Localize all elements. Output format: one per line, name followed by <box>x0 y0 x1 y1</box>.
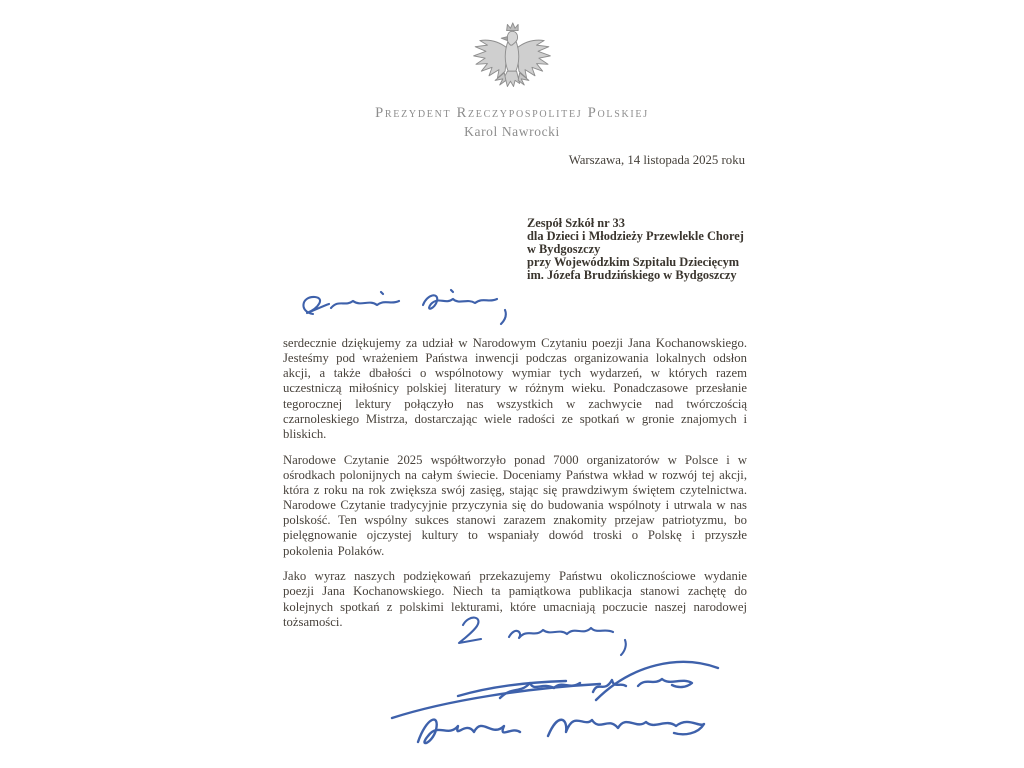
dateline: Warszawa, 14 listopada 2025 roku <box>568 153 745 167</box>
recipient-line: Zespół Szkół nr 33 <box>527 216 625 230</box>
recipient-line: przy Wojewódzkim Szpitalu Dziecięcym <box>527 254 740 269</box>
handwritten-signature-secondary <box>406 700 710 756</box>
body-paragraph: Narodowe Czytanie 2025 współtworzyło ponad 7000 organizatorów w Polsce i w ośrodkach polonijnych na całym świecie. Doceniamy Państwa wkład w rozwój tej akcji, która z roku na rok zwiększa swój zasięg, stając się prawdziwym świętem czytelnictwa. Narodowe Czytanie tradycyjnie przyczynia się do budowania wspólnoty i utrwala w nas polskość. Ten wspólny sukces stanowi zarazem znakomity przejaw patriotyzmu, bo pielęgnowanie ojczystej kultury to wspaniały dowód troski o Polskę i przyszłe pokolenia Polaków. <box>283 452 747 558</box>
handwritten-greeting <box>291 286 529 330</box>
recipient-address-block <box>527 217 744 282</box>
letter-body <box>283 336 747 640</box>
recipient-line: dla Dzieci i Młodzieży Przewlekle Chorej <box>527 228 744 243</box>
recipient-line: im. Józefa Brudzińskiego w Bydgoszczy <box>527 267 737 282</box>
body-paragraph: serdecznie dziękujemy za udział w Narodowym Czytaniu poezji Jana Kochanowskiego. Jesteśmy pod wrażeniem Państwa inwencji podczas organizowania lokalnych odsłon akcji, a także dbałości o wspólnotowy wymiar tych wydarzeń, w których razem uczestniczą miłośnicy polskiej literatury w różnym wieku. Ponadczasowe przesłanie tegorocznej lektury połączyło nas wszystkich w zachwycie nad twórczością czarnoleskiego Mistrza, dostarczając wiele radości ze spotkań w gronie znajomych i bliskich. <box>283 336 747 441</box>
body-paragraph: Jako wyraz naszych podziękowań przekazujemy Państwu okolicznościowe wydanie poezji Jana Kochanowskiego. Niech ta pamiątkowa publikacja stanowi zachętę do kolejnych spotkań z polskimi lekturami, które umacniają poczucie naszej narodowej tożsamości. <box>283 569 747 629</box>
polish-eagle-emblem-icon <box>466 22 558 102</box>
letterhead-sender-name: Karol Nawrocki <box>464 124 560 139</box>
recipient-line: w Bydgoszczy <box>527 241 601 256</box>
letterhead-title: Prezydent Rzeczypospolitej Polskiej <box>375 105 649 121</box>
